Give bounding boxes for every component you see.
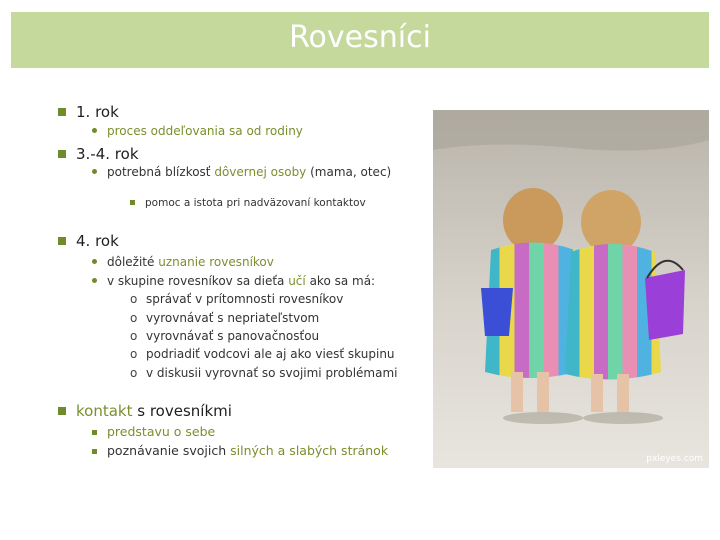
list-item: o v diskusii vyrovnať so svojimi problémami (130, 366, 398, 380)
sub-bullet-blizkost: potrebná blízkosť dôvernej osoby (mama, otec) (92, 165, 391, 179)
round-bullet-icon (92, 259, 97, 264)
square-bullet-icon (58, 237, 66, 245)
photo-caption: pxleyes.com (646, 454, 703, 464)
sub-bullet-uznanie: dôležité uznanie rovesníkov (92, 255, 274, 269)
square-bullet-icon (58, 150, 66, 158)
sub-bullet-skupina: v skupine rovesníkov sa dieťa učí ako sa má: (92, 274, 375, 288)
circle-marker-icon: o (130, 292, 138, 306)
bullet-kontakt: kontakt s rovesníkmi (58, 402, 232, 420)
sub-bullet-predstava: predstavu o sebe (92, 424, 215, 439)
sub-sub-bullet-pomoc: pomoc a istota pri nadväzovaní kontaktov (130, 197, 366, 209)
slide-title: Rovesníci (289, 20, 431, 55)
circle-marker-icon: o (130, 329, 138, 343)
square-bullet-icon (92, 449, 97, 454)
photo-illustration (433, 110, 709, 468)
sub-bullet-poznavanie: poznávanie svojich silných a slabých stránok (92, 443, 388, 458)
children-beach-photo (433, 110, 709, 468)
bullet-1-rok: 1. rok (58, 103, 119, 121)
circle-marker-icon: o (130, 347, 138, 361)
square-bullet-icon (130, 200, 135, 205)
list-item: o vyrovnávať s panovačnosťou (130, 329, 320, 343)
round-bullet-icon (92, 278, 97, 283)
circle-marker-icon: o (130, 311, 138, 325)
square-bullet-icon (58, 108, 66, 116)
circle-marker-icon: o (130, 366, 138, 380)
square-bullet-icon (58, 407, 66, 415)
list-item: o vyrovnávať s nepriateľstvom (130, 311, 320, 325)
square-bullet-icon (92, 430, 97, 435)
bullet-3-4-rok: 3.-4. rok (58, 145, 139, 163)
round-bullet-icon (92, 169, 97, 174)
sub-bullet-oddelovanie: proces oddeľovania sa od rodiny (92, 124, 303, 138)
round-bullet-icon (92, 128, 97, 133)
bullet-4-rok: 4. rok (58, 232, 119, 250)
list-item: o podriadiť vodcovi ale aj ako viesť skupinu (130, 347, 395, 361)
list-item: o správať v prítomnosti rovesníkov (130, 292, 344, 306)
